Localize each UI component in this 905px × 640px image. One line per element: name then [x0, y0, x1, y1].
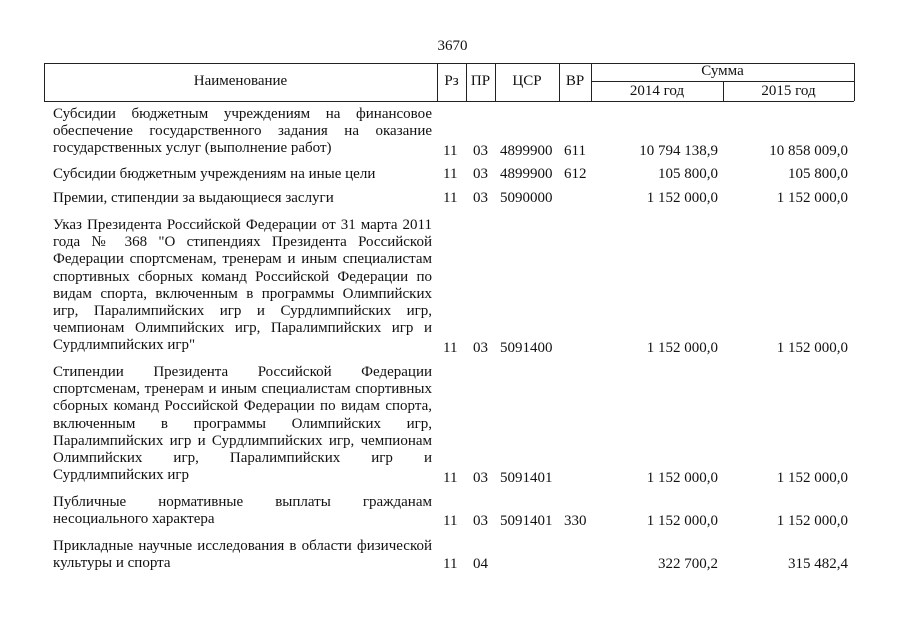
header-pr: ПР: [470, 73, 491, 89]
table-row-pr: 03: [473, 190, 488, 206]
table-row-vr: 612: [564, 166, 587, 182]
table-row-pr: 04: [473, 556, 488, 572]
page-number: 3670: [437, 38, 468, 54]
table-row-name: Указ Президента Российской Федерации от 31 марта 2011 года № 368 "О стипендиях Президента Российской Федерации спортсменам, тренерам и иным специалистам спортивных сборных команд Российской Федерации по видам спорта, включенным в программы Олимпийских игр, Паралимпийских игр и Сурдлимпийских игр, чемпионам Олимпийских игр, Паралимпийских игр и Сурдлимпийских игр": [53, 217, 432, 354]
table-row-sum-2014: 322 700,2: [658, 556, 718, 572]
header-rz: Рз: [444, 73, 459, 89]
table-row-sum-2015: 1 152 000,0: [776, 340, 848, 356]
table-row-sum-2014: 1 152 000,0: [646, 470, 718, 486]
header-sum: Сумма: [701, 63, 744, 79]
table-row-sum-2015: 1 152 000,0: [776, 190, 848, 206]
table-row-sum-2014: 10 794 138,9: [639, 143, 718, 159]
header-year-2015: 2015 год: [761, 83, 816, 99]
table-row-rz: 11: [443, 143, 458, 159]
table-row-sum-2014: 105 800,0: [658, 166, 718, 182]
table-row-name: Субсидии бюджетным учреждениям на финансовое обеспечение государственного задания на оказание государственных услуг (выполнение работ): [53, 106, 432, 157]
table-row-name: Премии, стипендии за выдающиеся заслуги: [53, 190, 334, 206]
table-row-sum-2015: 10 858 009,0: [769, 143, 848, 159]
table-row-rz: 11: [443, 513, 458, 529]
table-row-pr: 03: [473, 470, 488, 486]
table-row-csr: 4899900: [500, 143, 553, 159]
table-row-vr: 611: [564, 143, 586, 159]
table-row-csr: 4899900: [500, 166, 553, 182]
table-row-pr: 03: [473, 166, 488, 182]
header-bottom-border: [44, 101, 854, 102]
table-row-name: Публичные нормативные выплаты гражданам несоциального характера: [53, 494, 432, 528]
header-right-border: [854, 63, 855, 101]
table-row-rz: 11: [443, 556, 458, 572]
table-row-csr: 5091401: [500, 470, 553, 486]
table-row-rz: 11: [443, 340, 458, 356]
table-row-pr: 03: [473, 513, 488, 529]
table-row-pr: 03: [473, 143, 488, 159]
table-row-sum-2015: 1 152 000,0: [776, 513, 848, 529]
header-year-2014: 2014 год: [629, 83, 685, 99]
table-row-rz: 11: [443, 190, 458, 206]
table-row-name: Стипендии Президента Российской Федерации спортсменам, тренерам и иным специалистам спортивных сборных команд Российской Федерации по видам спорта, включенным в программы Олимпийских игр, Паралимпийских игр и Сурдлимпийских игр, чемпионам Олимпийских игр, Паралимпийских игр и Сурдлимпийских игр: [53, 364, 432, 484]
table-row-sum-2014: 1 152 000,0: [646, 190, 718, 206]
table-row-rz: 11: [443, 470, 458, 486]
table-row-name: Субсидии бюджетным учреждениям на иные цели: [53, 166, 376, 182]
header-name: Наименование: [193, 73, 288, 89]
table-row-sum-2014: 1 152 000,0: [646, 340, 718, 356]
table-row-name: Прикладные научные исследования в области физической культуры и спорта: [53, 538, 432, 572]
table-row-csr: 5091401: [500, 513, 553, 529]
table-row-vr: 330: [564, 513, 587, 529]
table-row-sum-2014: 1 152 000,0: [646, 513, 718, 529]
table-row-csr: 5091400: [500, 340, 553, 356]
table-row-sum-2015: 315 482,4: [788, 556, 848, 572]
table-row-pr: 03: [473, 340, 488, 356]
table-row-rz: 11: [443, 166, 458, 182]
header-vr: ВР: [565, 73, 585, 89]
header-csr: ЦСР: [512, 73, 542, 89]
table-row-csr: 5090000: [500, 190, 553, 206]
table-row-sum-2015: 105 800,0: [788, 166, 848, 182]
table-row-sum-2015: 1 152 000,0: [776, 470, 848, 486]
